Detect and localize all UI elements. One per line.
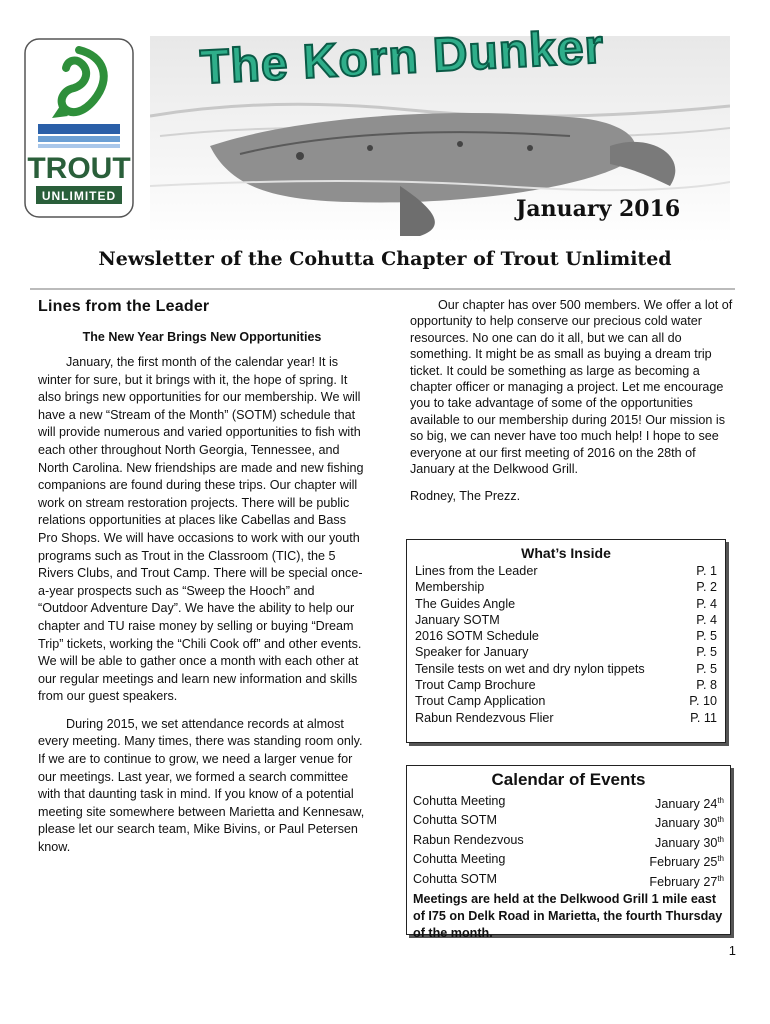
- page-number: 1: [728, 943, 736, 958]
- article-subheading: The New Year Brings New Opportunities: [82, 330, 322, 344]
- issue-date: January 2016: [516, 196, 681, 222]
- calendar-title: Calendar of Events: [491, 770, 646, 789]
- event-name: Cohutta Meeting: [413, 852, 506, 867]
- logo-text-unlimited: UNLIMITED: [41, 189, 117, 203]
- toc-item: [415, 693, 717, 709]
- header-divider: [30, 288, 735, 290]
- calendar-event: [413, 832, 724, 851]
- toc-item: [415, 661, 717, 677]
- calendar-event: [413, 812, 724, 831]
- event-date: January 30th: [655, 815, 724, 831]
- calendar-box: [406, 765, 731, 940]
- right-column: [410, 297, 735, 503]
- toc-item-page: P. 1: [696, 564, 717, 578]
- toc-item-label: Speaker for January: [415, 645, 529, 660]
- toc-item-page: P. 5: [696, 629, 717, 644]
- toc-item-page: P. 4: [696, 596, 717, 611]
- article-paragraph: Our chapter has over 500 members. We offer a lot of opportunity to help conserve our precious cold water resources. No one can do it all, but we can all do something. It might be as small as buying a dream trip ticket. It could be something as large as becoming a chapter officer or managing a project. Let me encourage you to take advantage of some of the opportunities available to our membership during 2015! Our mission is so big, we can never have too much help! I hope to see everyone at our first meeting of 2016 on the 28th of January at the Delkwood Grill.: [410, 298, 733, 477]
- toc-item: [415, 644, 717, 660]
- toc-item-page: P. 2: [696, 580, 717, 595]
- calendar-event: [413, 871, 724, 890]
- trout-unlimited-logo: [24, 38, 134, 218]
- event-name: Cohutta SOTM: [413, 871, 497, 886]
- toc-item: [415, 596, 717, 612]
- event-date: February 27th: [649, 873, 724, 889]
- toc-item: [415, 677, 717, 693]
- toc-item-label: Trout Camp Application: [415, 694, 546, 709]
- calendar-event: [413, 793, 724, 812]
- toc-item-label: Tensile tests on wet and dry nylon tippets: [415, 661, 645, 676]
- toc-item-label: January SOTM: [415, 612, 500, 627]
- event-name: Cohutta SOTM: [413, 813, 497, 828]
- article-heading: Lines from the Leader: [38, 298, 210, 315]
- calendar-event: [413, 851, 724, 870]
- event-name: Rabun Rendezvous: [413, 832, 524, 847]
- toc-item-page: P. 8: [696, 678, 717, 693]
- article-sign-off: Rodney, The Prezz.: [410, 489, 521, 504]
- event-name: Cohutta Meeting: [413, 794, 506, 808]
- toc-item-label: Membership: [415, 580, 485, 595]
- newsletter-title: The Korn Dunker: [198, 20, 606, 95]
- toc-item-label: Trout Camp Brochure: [415, 678, 536, 693]
- event-date: January 30th: [655, 834, 724, 850]
- toc-item-label: 2016 SOTM Schedule: [415, 629, 539, 644]
- toc-item: [415, 579, 717, 595]
- toc-item-page: P. 5: [696, 645, 717, 660]
- toc-item-label: Rabun Rendezvous Flier: [415, 710, 554, 725]
- logo-text-trout: TROUT: [27, 152, 131, 185]
- toc-item: [415, 628, 717, 644]
- event-date: January 24th: [655, 796, 724, 812]
- meeting-location-note: Meetings are held at the Delkwood Grill 1 mile east of I75 on Delk Road in Marietta, the fourth Thursday of the month.: [413, 891, 723, 940]
- toc-item-page: P. 4: [696, 612, 717, 627]
- toc-item: [415, 612, 717, 628]
- toc-item-page: P. 10: [689, 694, 717, 709]
- toc-item: [415, 710, 717, 726]
- article-paragraph: January, the first month of the calendar year! It is winter for sure, but it brings with it, the hope of spring. It also brings new opportunities for our membership. We will have a new “Stream of the Month” (SOTM) schedule that will provide numerous and varied opportunities to fish with each other throughout North Georgia, Tennessee, and North Carolina. New friendships are made and new fishing companions are found during these trips. Our chapter will work on stream restoration projects. There will be public relations opportunities at places like Cabellas and Bass Pro Shops. We will have occasions to work with our youth programs such as Trout in the Classroom (TIC), the 5 Rivers Clubs, and Trout Camp. There will be special once-a-year prospects such as “Sweep the Hooch” and “Outdoor Adventure Day”. We have the ability to help our chapter and TU raise money by selling or buying “Dream Trip” tickets, working the “Chili Cook off” and other events. We will be able to gather once a month with each other at our regular meetings and learn new information and skills from our guest speakers.: [38, 355, 364, 704]
- toc-item-label: Lines from the Leader: [415, 564, 538, 578]
- article-paragraph: During 2015, we set attendance records at almost every meeting. Many times, there was standing room only. If we are to continue to grow, we need a larger venue for our meetings. Last year, we formed a search committee with that daunting task in mind. If you know of a potential meeting site somewhere between Marietta and Kennesaw, please let our search team, Mike Bivins, or Paul Petersen know.: [38, 716, 365, 855]
- toc-item-page: P. 5: [696, 661, 717, 676]
- left-column: [38, 298, 366, 867]
- toc-item-label: The Guides Angle: [415, 596, 516, 611]
- newsletter-subtitle: Newsletter of the Cohutta Chapter of Trout Unlimited: [98, 248, 672, 270]
- whats-inside-box: [406, 539, 726, 743]
- toc-item-page: P. 11: [690, 710, 717, 725]
- toc-title: What’s Inside: [521, 545, 611, 561]
- toc-item: [415, 563, 717, 579]
- event-date: February 25th: [649, 854, 724, 870]
